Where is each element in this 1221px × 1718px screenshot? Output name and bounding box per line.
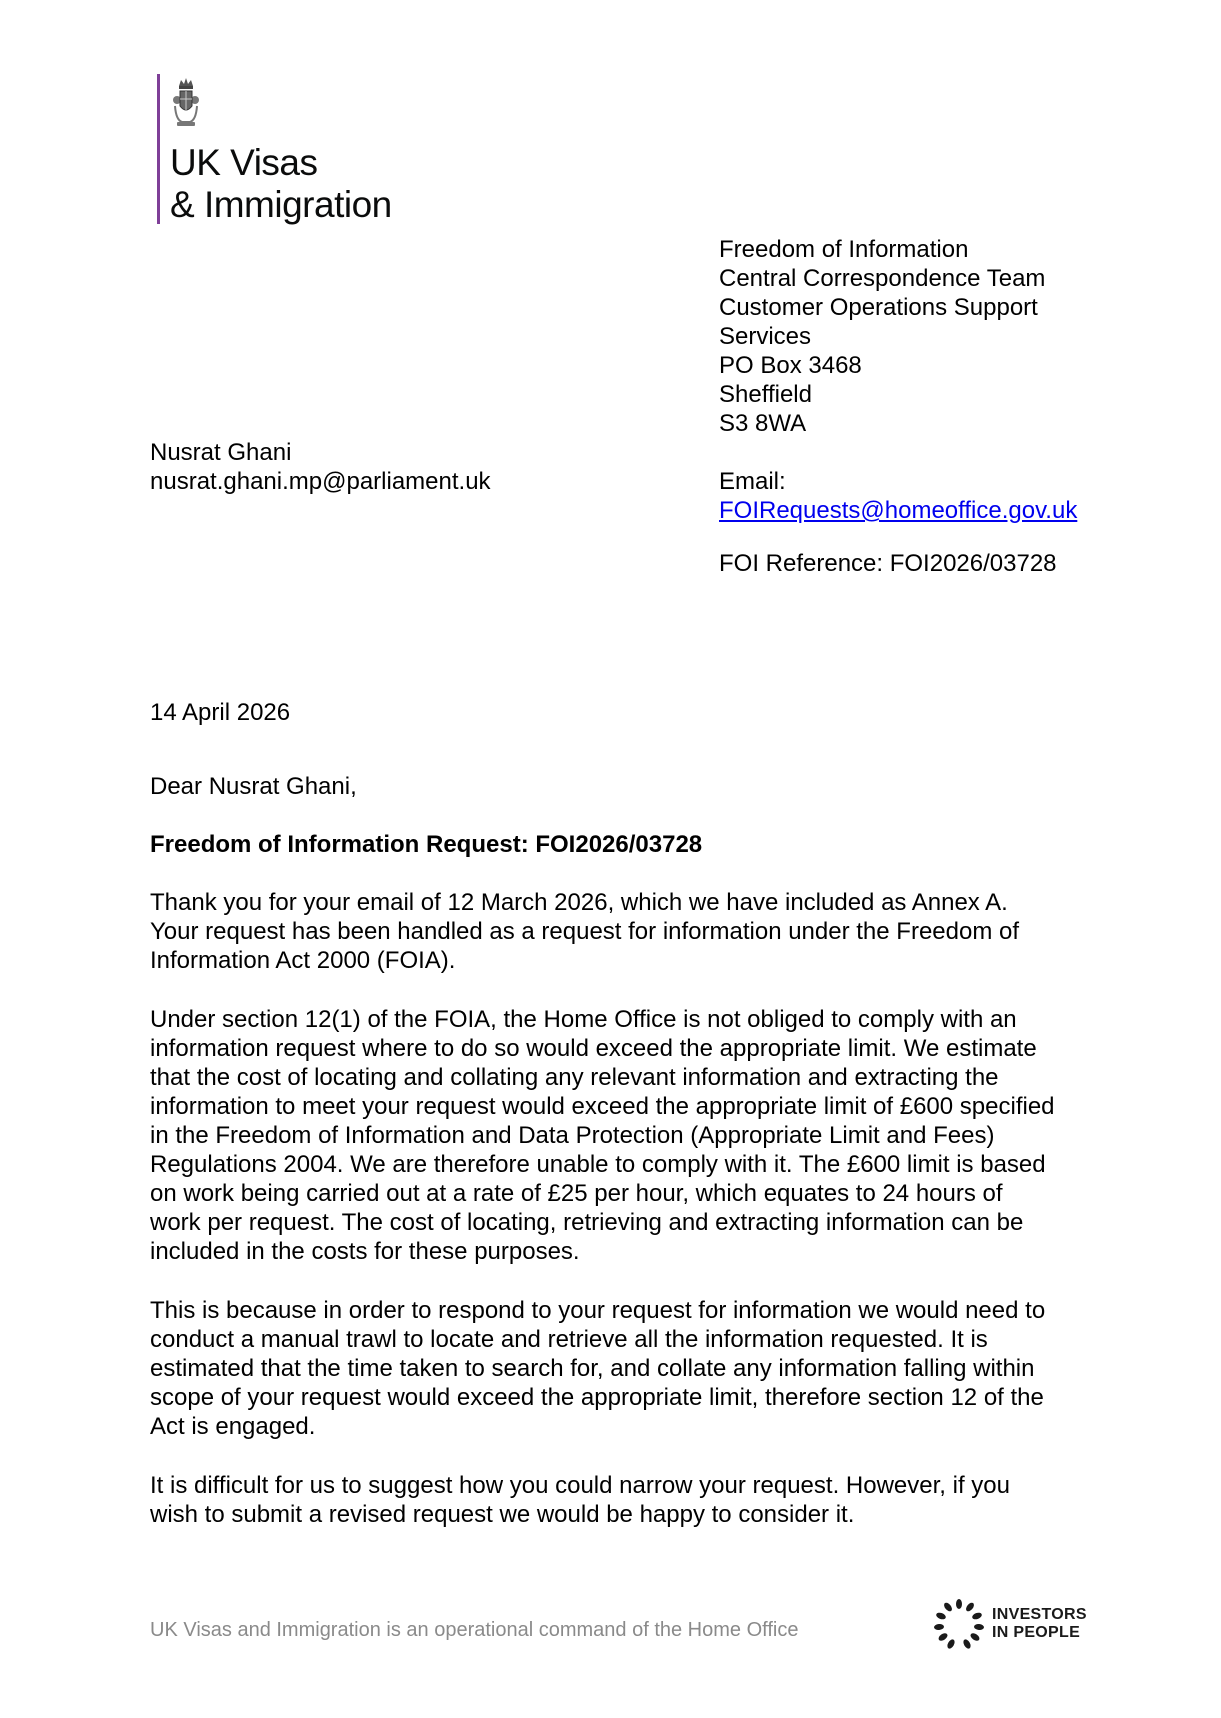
body-paragraph (150, 888, 1090, 975)
footer-statement: UK Visas and Immigration is an operational command of the Home Office (150, 1619, 799, 1641)
royal-crest-icon (172, 76, 200, 132)
logo-rule (157, 74, 160, 224)
sender-address-line: Customer Operations Support (719, 294, 1038, 321)
sender-address-line: PO Box 3468 (719, 352, 862, 379)
paragraph-line: This is because in order to respond to your request for information we would need to (150, 1297, 1046, 1324)
badge-line-1: INVESTORS (992, 1606, 1087, 1623)
paragraph-line: estimated that the time taken to search for, and collate any information falling within (150, 1355, 1035, 1382)
paragraph-line: information to meet your request would exceed the appropriate limit of £600 specified (150, 1093, 1055, 1120)
paragraph-line: Act is engaged. (150, 1413, 316, 1440)
paragraph-line: Regulations 2004. We are therefore unable to comply with it. The £600 limit is based (150, 1151, 1046, 1178)
letter-date: 14 April 2026 (150, 699, 291, 726)
investors-in-people-text (992, 1606, 1087, 1642)
paragraph-line: work per request. The cost of locating, retrieving and extracting information can be (150, 1209, 1024, 1236)
logo-text-line-2: & Immigration (170, 184, 392, 225)
badge-line-2: IN PEOPLE (992, 1624, 1081, 1641)
paragraph-line: that the cost of locating and collating any relevant information and extracting the (150, 1064, 999, 1091)
sender-address-line: S3 8WA (719, 410, 807, 437)
paragraph-line: on work being carried out at a rate of £25 per hour, which equates to 24 hours of (150, 1180, 1003, 1207)
sender-email-block (719, 467, 1077, 525)
logo-text-line-1: UK Visas (170, 142, 318, 183)
sender-address-line: Services (719, 323, 812, 350)
paragraph-line: conduct a manual trawl to locate and retrieve all the information requested. It is (150, 1326, 988, 1353)
paragraph-line: It is difficult for us to suggest how you could narrow your request. However, if you (150, 1472, 1010, 1499)
email-label: Email: (719, 468, 786, 495)
paragraph-line: Under section 12(1) of the FOIA, the Home Office is not obliged to comply with an (150, 1006, 1017, 1033)
ukvi-logo (152, 74, 412, 230)
investors-in-people-wreath-icon (934, 1598, 984, 1650)
paragraph-line: in the Freedom of Information and Data Protection (Appropriate Limit and Fees) (150, 1122, 995, 1149)
salutation: Dear Nusrat Ghani, (150, 773, 357, 800)
foi-reference: FOI Reference: FOI2026/03728 (719, 550, 1057, 577)
paragraph-line: included in the costs for these purposes. (150, 1238, 580, 1265)
sender-address (719, 235, 1045, 438)
body-paragraph (150, 1471, 1090, 1529)
recipient-block (150, 438, 491, 496)
paragraph-line: scope of your request would exceed the appropriate limit, therefore section 12 of the (150, 1384, 1044, 1411)
recipient-email: nusrat.ghani.mp@parliament.uk (150, 468, 491, 495)
foi-email-link[interactable]: FOIRequests@homeoffice.gov.uk (719, 497, 1078, 524)
body-paragraph (150, 1005, 1090, 1266)
paragraph-line: Thank you for your email of 12 March 2026, which we have included as Annex A. (150, 889, 1008, 916)
paragraph-line: Your request has been handled as a request for information under the Freedom of (150, 918, 1020, 945)
letter-subject: Freedom of Information Request: FOI2026/03728 (150, 831, 703, 858)
recipient-name: Nusrat Ghani (150, 439, 292, 466)
investors-in-people-badge (934, 1598, 1094, 1650)
sender-address-line: Freedom of Information (719, 236, 969, 263)
paragraph-line: Information Act 2000 (FOIA). (150, 947, 456, 974)
paragraph-line: information request where to do so would exceed the appropriate limit. We estimate (150, 1035, 1037, 1062)
sender-address-line: Central Correspondence Team (719, 265, 1046, 292)
body-paragraph (150, 1296, 1090, 1441)
paragraph-line: wish to submit a revised request we would be happy to consider it. (150, 1501, 855, 1528)
sender-address-line: Sheffield (719, 381, 812, 408)
